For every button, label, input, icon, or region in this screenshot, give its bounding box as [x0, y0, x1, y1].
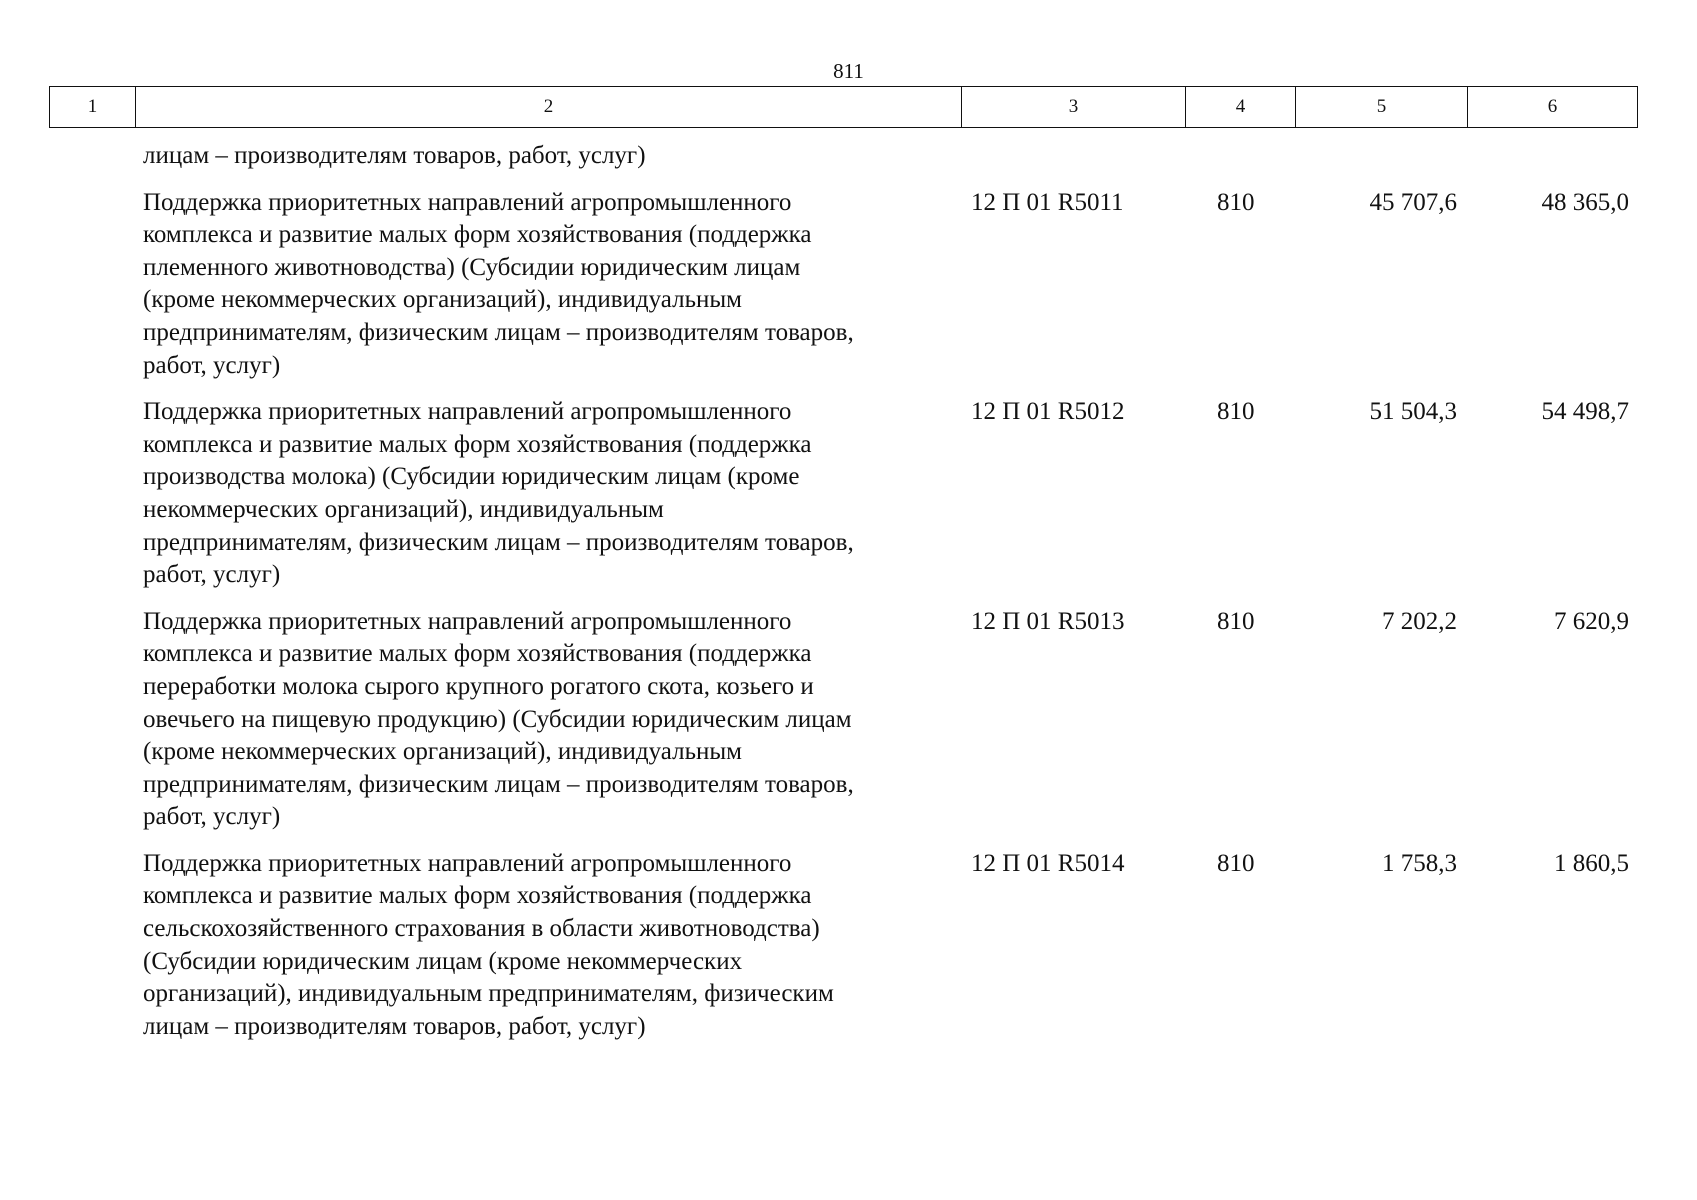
description-line: работ, услуг)	[143, 351, 281, 379]
type-cell: 810	[1217, 849, 1255, 877]
column-header-6: 6	[1468, 87, 1638, 128]
description-line: организаций), индивидуальным предпринимателям, физическим	[143, 980, 834, 1008]
column-header-5: 5	[1296, 87, 1468, 128]
description-line: работ, услуг)	[143, 803, 281, 831]
type-cell: 810	[1217, 188, 1255, 216]
value-6-cell	[1467, 140, 1637, 173]
table-row	[49, 396, 1637, 592]
description-line: комплекса и развитие малых форм хозяйствования (поддержка	[143, 221, 812, 249]
description-line: комплекса и развитие малых форм хозяйствования (поддержка	[143, 430, 812, 458]
description-line: некоммерческих организаций), индивидуальным	[143, 495, 664, 523]
column-header-3: 3	[962, 87, 1186, 128]
description-line: работ, услуг)	[143, 561, 281, 589]
continuation-row	[49, 140, 1637, 173]
description-line: (Субсидии юридическим лицам (кроме некоммерческих	[143, 947, 743, 975]
type-cell: 810	[1217, 607, 1255, 635]
description-line: предпринимателям, физическим лицам – производителям товаров,	[143, 318, 854, 346]
description-line: лицам – производителям товаров, работ, услуг)	[143, 1012, 646, 1040]
value-5-cell: 51 504,3	[1369, 398, 1457, 426]
description-line: племенного животноводства) (Субсидии юридическим лицам	[143, 253, 801, 281]
column-header-table	[49, 86, 1638, 128]
description-line: лицам – производителям товаров, работ, услуг)	[143, 142, 646, 169]
code-cell	[961, 140, 1185, 173]
value-5-cell: 1 758,3	[1382, 849, 1457, 877]
column-header-1: 1	[50, 87, 136, 128]
table-row	[49, 187, 1637, 383]
table-row	[49, 606, 1637, 834]
type-cell: 810	[1217, 398, 1255, 426]
value-5-cell	[1295, 140, 1467, 173]
description-line: комплекса и развитие малых форм хозяйствования (поддержка	[143, 882, 812, 910]
description-line: предпринимателям, физическим лицам – производителям товаров,	[143, 528, 854, 556]
code-cell: 12 П 01 R5014	[971, 849, 1125, 877]
row-number-cell	[49, 848, 135, 1044]
column-header-2: 2	[136, 87, 962, 128]
description-cell	[135, 396, 961, 592]
value-6-cell: 48 365,0	[1541, 188, 1629, 216]
row-number-cell	[49, 396, 135, 592]
type-cell	[1185, 140, 1295, 173]
description-cell	[135, 140, 961, 173]
table-body	[49, 140, 1637, 1043]
code-cell: 12 П 01 R5011	[971, 188, 1124, 216]
column-header-4: 4	[1186, 87, 1296, 128]
description-line: производства молока) (Субсидии юридическим лицам (кроме	[143, 463, 800, 491]
description-line: Поддержка приоритетных направлений агропромышленного	[143, 849, 792, 877]
code-cell: 12 П 01 R5013	[971, 607, 1125, 635]
description-cell	[135, 187, 961, 383]
row-number-cell	[49, 606, 135, 834]
value-6-cell: 54 498,7	[1541, 398, 1629, 426]
description-line: переработки молока сырого крупного рогатого скота, козьего и	[143, 672, 814, 700]
description-line: овечьего на пищевую продукцию) (Субсидии юридическим лицам	[143, 705, 852, 733]
description-line: (кроме некоммерческих организаций), индивидуальным	[143, 738, 742, 766]
page-number: 811	[833, 59, 864, 83]
value-6-cell: 1 860,5	[1554, 849, 1629, 877]
row-number-cell	[49, 140, 135, 173]
description-line: предпринимателям, физическим лицам – производителям товаров,	[143, 770, 854, 798]
description-line: Поддержка приоритетных направлений агропромышленного	[143, 607, 792, 635]
row-number-cell	[49, 187, 135, 383]
description-line: сельскохозяйственного страхования в области животноводства)	[143, 915, 820, 943]
description-line: Поддержка приоритетных направлений агропромышленного	[143, 398, 792, 426]
table-row	[49, 848, 1637, 1044]
column-header-row	[50, 87, 1638, 128]
description-line: (кроме некоммерческих организаций), индивидуальным	[143, 286, 742, 314]
description-cell	[135, 848, 961, 1044]
value-5-cell: 45 707,6	[1369, 188, 1457, 216]
description-line: комплекса и развитие малых форм хозяйствования (поддержка	[143, 640, 812, 668]
value-6-cell: 7 620,9	[1554, 607, 1629, 635]
description-cell	[135, 606, 961, 834]
code-cell: 12 П 01 R5012	[971, 398, 1125, 426]
value-5-cell: 7 202,2	[1382, 607, 1457, 635]
description-line: Поддержка приоритетных направлений агропромышленного	[143, 188, 792, 216]
